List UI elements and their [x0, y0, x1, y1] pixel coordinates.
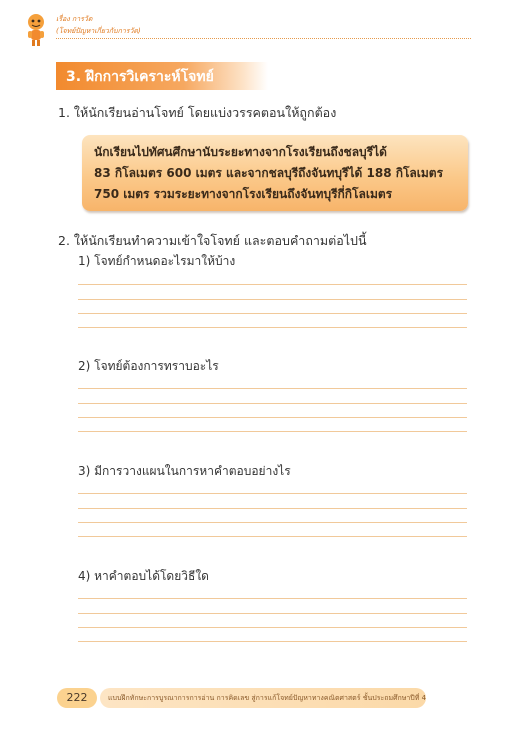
question-2: 2. ให้นักเรียนทำความเข้าใจโจทย์ และตอบคำถามต่อไปนี้: [58, 233, 367, 248]
answer-line[interactable]: [78, 493, 467, 494]
problem-line: 83 กิโลเมตร 600 เมตร และจากชลบุรีถึงจันทบุรีได้ 188 กิโลเมตร: [94, 166, 444, 180]
answer-line[interactable]: [78, 627, 467, 628]
question-1: 1. ให้นักเรียนอ่านโจทย์ โดยแบ่งวรรคตอนให้ถูกต้อง: [58, 105, 337, 120]
header-subtitle: (โจทย์ปัญหาเกี่ยวกับการวัด): [56, 27, 141, 35]
footer-book-title: แบบฝึกทักษะการบูรณาการการอ่าน การคิดเลข สู่การแก้โจทย์ปัญหาทางคณิตศาสตร์ ชั้นประถมศึกษาปีที่ 4: [108, 694, 427, 702]
answer-line[interactable]: [78, 388, 467, 389]
answer-line[interactable]: [78, 417, 467, 418]
problem-line: นักเรียนไปทัศนศึกษานับระยะทางจากโรงเรียนถึงชลบุรีได้: [94, 145, 387, 159]
mascot-icon: [22, 12, 50, 48]
sub-question-4: 4) หาคำตอบได้โดยวิธีใด: [78, 569, 209, 583]
answer-line[interactable]: [78, 508, 467, 509]
header-divider: [56, 38, 471, 39]
page-number: 222: [66, 691, 88, 704]
answer-line[interactable]: [78, 313, 467, 314]
problem-line: 750 เมตร รวมระยะทางจากโรงเรียนถึงจันทบุรีกี่กิโลเมตร: [94, 187, 393, 201]
answer-line[interactable]: [78, 299, 467, 300]
answer-line[interactable]: [78, 536, 467, 537]
answer-line[interactable]: [78, 598, 467, 599]
answer-line[interactable]: [78, 522, 467, 523]
sub-question-1: 1) โจทย์กำหนดอะไรมาให้บ้าง: [78, 254, 236, 268]
sub-question-3: 3) มีการวางแผนในการหาคำตอบอย่างไร: [78, 464, 291, 478]
answer-line[interactable]: [78, 284, 467, 285]
answer-line[interactable]: [78, 641, 467, 642]
answer-line[interactable]: [78, 613, 467, 614]
header-topic: เรื่อง การวัด: [56, 15, 93, 23]
section-title: 3. ฝึกการวิเคราะห์โจทย์: [66, 69, 214, 85]
answer-line[interactable]: [78, 431, 467, 432]
answer-line[interactable]: [78, 327, 467, 328]
answer-line[interactable]: [78, 403, 467, 404]
sub-question-2: 2) โจทย์ต้องการทราบอะไร: [78, 359, 219, 373]
